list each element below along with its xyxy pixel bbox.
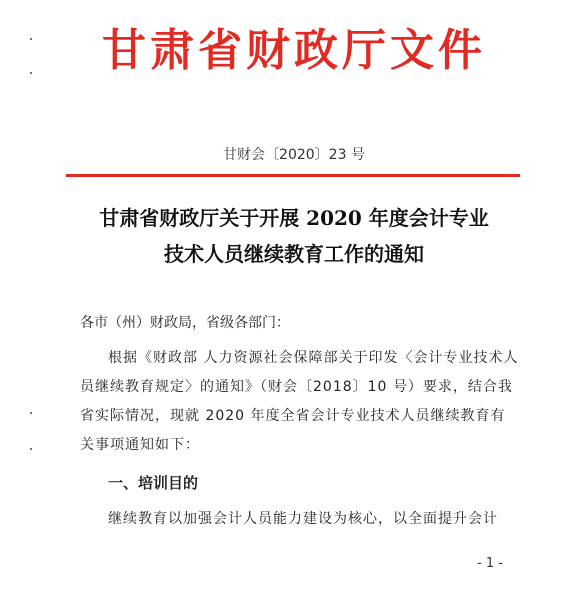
red-divider-line [66,174,520,177]
margin-mark [30,38,32,40]
paragraph-intro: 根据《财政部 人力资源社会保障部关于印发〈会计专业技术人员继续教育规定〉的通知》（财会〔2018〕10 号）要求，结合我省实际情况，现就 2020 年度全省会计专业技术人员继续教育有关事项通知如下： [80,350,519,453]
margin-mark [30,72,32,74]
section-heading-training-purpose: 一、培训目的 [108,474,199,492]
notice-title-line-1: 甘肃省财政厅关于开展 2020 年度会计专业 [99,206,489,230]
notice-title [0,200,588,272]
margin-mark [30,412,32,414]
salutation: 各市（州）财政局，省级各部门： [80,315,290,331]
document-number: 甘财会〔2020〕23 号 [223,147,365,163]
paragraph-training-purpose: 继续教育以加强会计人员能力建设为核心，以全面提升会计 [108,511,498,527]
notice-title-line-2: 技术人员继续教育工作的通知 [164,242,424,266]
document-header-title: 甘肃省财政厅文件 [102,25,486,76]
page-number: - 1 - [477,556,503,571]
margin-mark [30,448,32,450]
